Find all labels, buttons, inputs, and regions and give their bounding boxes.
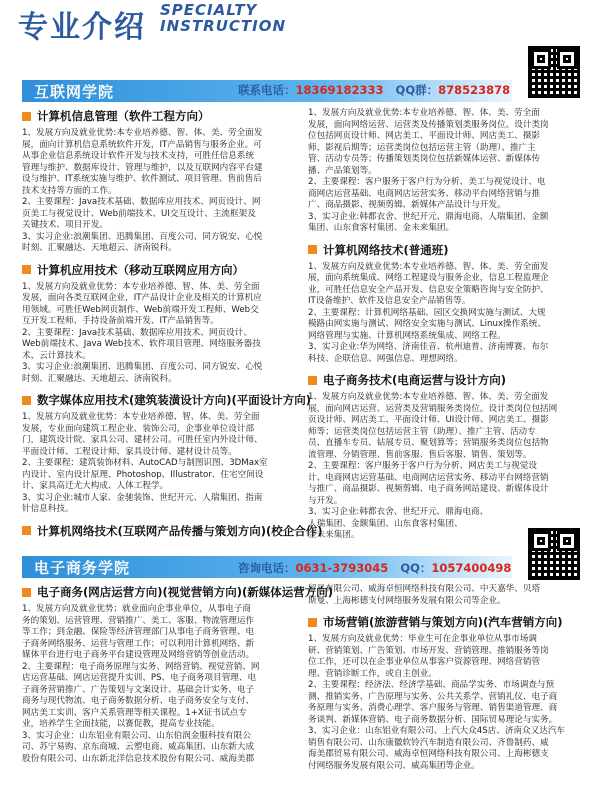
course-line: 商网店运营基础、电商网店运营实务、移动平台网络营销与推 (308, 188, 541, 199)
course-line: 页美工与视觉设计、Web前端技术、UI交互设计、主流框架及 (22, 208, 256, 219)
course-line: 商务与现代物流、电子商务数据分析、电子商务安全与支付、 (22, 696, 255, 706)
course-line: 海美郡贸易有限公司、威海卓恒网络科技有限公司、上海彬德支 (308, 749, 549, 759)
course-line: 1、发展方向及就业优势：本专业培养德、智、体、美、劳全面 (22, 412, 260, 422)
course-line: 2、主要课程：客户服务于客户行为分析、美工与视觉设计、电 (308, 177, 546, 187)
course-line: 子商务营销推广、广告策划与文案设计、基础会计实务、电子 (22, 684, 255, 695)
qq-number: 1057400498 (431, 561, 512, 575)
course-line: 网络管理与实施、计算机网络系统集成、网络工程。 (308, 330, 506, 341)
course-line: 计、家具高迁尤大构成、人体工程学。 (22, 481, 169, 491)
course-title (22, 262, 314, 278)
course-line: 司、苏宁易购、京东商城、云塑电商、威高集团、山东新大成 (22, 742, 255, 752)
course-title (308, 372, 600, 388)
course-line: 2、主要课程：建筑装饰材料、AutoCAD与制图识图、3DMax室 (22, 458, 268, 468)
course-block (22, 108, 314, 255)
orange-square-icon (308, 376, 317, 385)
course-line: 页设计师、网店美工、平面设计师、UI设计师、网店美工、摄影 (308, 415, 549, 425)
course-title-text: 计算机应用技术（移动互联网应用方向） (37, 262, 244, 277)
course-line: 位工作，还可以在企事业单位从事客户资源管理、网络营销管 (308, 657, 541, 667)
course-line: 2、主要课程：Java技术基础、数据库应用技术、网页设计、 (22, 327, 252, 338)
course-line: 1、发展方向及就业优势：毕业生可在企事业单位从事市场调 (308, 634, 537, 644)
course-line: 理、营销诊断工作，或自主创业。 (308, 668, 437, 679)
course-line: 3、实习企业:浪潮集团、迅腾集团、百度公司、同方锐安、心悦 (22, 362, 263, 372)
course-line: 股份有限公司、山东新北洋信息技术股份有限公司、威海美郡 (22, 753, 255, 764)
course-line: 业，培养学生全面技能，以赛促教，提高专业技能。 (22, 719, 220, 729)
page-header (0, 0, 610, 44)
course-description (308, 108, 600, 235)
course-line: 管理与维护、数据库设计、管理与维护，以及互联网内容平台建 (22, 162, 263, 173)
course-line: 付网络服务发展有限公司、威高集团等企业。 (308, 760, 480, 771)
course-line: 1、发展方向及就业优势:本专业培养德、智、体、美、劳全面 (308, 108, 540, 118)
course-line: 媒体平台进行电子商务平台建设管理及网络营销等创业活动。 (22, 650, 255, 660)
course-line: 科技、企联信息、网强信息、理想网络。 (308, 353, 463, 364)
orange-square-icon (308, 618, 317, 627)
course-line: 与推广、商品摄影、视频剪辑、电子商务网站建设、新媒体设计 (308, 484, 549, 494)
contact-phone: 18369182333 (295, 83, 384, 97)
course-description (308, 584, 600, 607)
course-title-text: 电子商务(网店运营方向)(视觉营销方向)(新媒体运营方向) (37, 585, 334, 599)
course-description (22, 412, 314, 516)
course-description (22, 604, 314, 765)
course-block (22, 262, 314, 386)
course-description (22, 282, 314, 386)
section-ecommerce-left-column (22, 584, 334, 772)
section-title: 电子商务学院 (34, 559, 131, 577)
course-line: 3、实习企业:华为网络、济南佳音、杭州迪普、济南博赛、布尔 (308, 342, 549, 352)
course-line: 1、发展方向及就业优势:本专业培养德、智、体、美、劳全面发 (308, 261, 549, 272)
course-line: 计、电商网店运营基础、电商网店运营实务、移动平台网络营销 (308, 472, 549, 483)
qq-label: QQ： (400, 561, 432, 575)
course-line: 测、推销实务、广告原理与实务、公共关系学、营销礼仪、电子商 (308, 691, 558, 702)
course-title (22, 523, 323, 539)
course-line: 员、直播车专员、钻展专员、聚划算等；营销服务类岗位包括物 (308, 438, 549, 448)
course-line: 展，面向网店运营、运营类及营销服务类岗位。设计类岗位包括网 (308, 403, 558, 414)
course-line: 3、实习企业：山东铝业有限公司、上汽大众4S店、济南众又达汽车 (308, 726, 566, 736)
course-description (308, 262, 600, 366)
course-title-text: 计算机信息管理（软件工程方向） (37, 109, 210, 123)
course-block (308, 372, 600, 542)
course-line: 模路由网实施与测试、网络安全实施与测试、Linux操作系统、 (308, 319, 546, 329)
orange-square-icon (22, 526, 31, 535)
course-line: 从事企业信息系统设计软件开发与技术支持，可胜任信息系统 (22, 151, 255, 161)
course-line: 用领域。可胜任Web网页制作、Web前端开发工程师、Web交 (22, 304, 259, 315)
course-line: 展，面向计算机信息系统软件开发，IT产品销售与服务企业。可 (22, 139, 262, 150)
course-line: 务的策划、运营管理、营销推广、美工、客服、物流管理运作 (22, 615, 255, 626)
course-line: 斯曼、上海彬德支付网络服务发展有限公司等企业。 (308, 595, 506, 606)
course-title (308, 242, 600, 258)
course-line: 3、实习企业：山东铝业有限公司、山东伯润金服科技有限公 (22, 730, 251, 741)
course-line: 时刻、汇聚融达、天地超云、济南锐科。 (22, 243, 177, 253)
course-line: 店运营基础、网店运营提升实训、PS、电子商务项目管理、电 (22, 673, 257, 683)
course-line: 管、活动专员等；传播策划类岗位包括新媒体运营、新媒体传 (308, 154, 541, 164)
orange-square-icon (22, 265, 31, 274)
course-block (22, 584, 334, 765)
course-block (308, 108, 600, 235)
course-line: 业，可胜任信息安全产品开发、信息安全策略咨询与安全防护、 (308, 284, 549, 295)
course-line: 内设计、室内设计原理、Photoshop、Illustrator、住宅空间设 (22, 469, 264, 480)
section-title: 互联网学院 (34, 83, 115, 101)
course-line: 网店美工实训、客户关系管理等相关课程。1+X证书试点专 (22, 707, 247, 718)
section-internet-right-column (308, 108, 600, 549)
course-line: 时刻、汇聚融达、天地超云、济南锐科。 (22, 373, 177, 384)
course-line: 2、主要课程：经济法、经济学基础、商品学实务、市场调查与预 (308, 680, 555, 690)
course-line: 平面设计师、工程设计师、家具设计师、建材设计员等。 (22, 446, 237, 457)
course-line: 人瑞集团、金额集团、山东食客村集团、 (308, 518, 463, 529)
page-title: 专业介绍 (18, 10, 146, 45)
course-block (308, 242, 600, 366)
course-line: 3、实习企业:韩都衣舍、世纪开元、鼎海电商、人瑞集团、金额 (308, 211, 549, 222)
course-title-text: 电子商务技术(电商运营与设计方向) (323, 373, 507, 387)
course-line: 子商务网络服务、运营与管理工作；可以利用计算机网络、新 (22, 638, 255, 649)
contact-label: 咨询电话： (238, 561, 296, 575)
course-line: 针信息科技。 (22, 504, 74, 514)
course-line: 金未来集团。 (308, 530, 360, 540)
course-title (22, 584, 334, 600)
course-line: 集团、山东食客村集团、金未来集团。 (308, 223, 455, 233)
course-line: 研、营销策划、广告策划、市场开发、营销管理、推销服务等岗 (308, 645, 549, 656)
course-line: 位包括网页设计师、网店美工、平面设计师、网店美工、摄影 (308, 131, 541, 141)
course-description (308, 392, 600, 542)
subtitle-line-1: SPECIALTY (160, 1, 258, 19)
course-line: 发展，面向网络运营、运营类及传播策划类服务岗位。设计类岗 (308, 119, 549, 130)
course-line: 贸易有限公司、威海卓恒网络科技有限公司、中天嘉华、贝塔 (308, 584, 541, 594)
course-line: 术、云计算技术。 (22, 350, 91, 361)
course-line: 发展，面向各类互联网企业，IT产品设计企业及相关的计算机应 (22, 293, 262, 303)
orange-square-icon (22, 396, 31, 405)
course-line: Web前端技术、Java Web技术、软件项目管理、网络服务器技 (22, 339, 261, 349)
course-line: 销售有限公司、山东康徽软铃汽车制造有限公司、齐鲁制药、威 (308, 737, 549, 748)
course-line: 技术支持等方面的工作。 (22, 185, 117, 196)
course-title (22, 108, 314, 124)
course-block (22, 392, 314, 516)
course-title (22, 392, 314, 408)
course-line: 1、发展方向及就业优势；就业面向企事业单位，从事电子商 (22, 604, 251, 614)
course-line: 流管理、分销管理、售前客服、售后客服、销售、策划等。 (308, 449, 532, 460)
orange-square-icon (22, 588, 31, 597)
course-line: 2、主要课程：计算机网络基础、园区交换网实施与测试、大规 (308, 307, 546, 318)
course-block (22, 523, 323, 539)
course-line: 与开发。 (308, 495, 343, 506)
qq-number: 878523878 (438, 83, 511, 97)
course-title-text: 计算机网络技术(互联网产品传播与策划方向)(校企合作) (37, 523, 323, 538)
course-line: 师等；运营类岗位包括运营主管（助理）、推广主管、活动专 (308, 426, 536, 437)
course-line: 师、影视后期等；运营类岗位包括运营主管（助理）、推广主 (308, 142, 536, 153)
course-line: 3、实习企业:韩都衣舍、世纪开元、鼎海电商、 (308, 507, 489, 517)
page-subtitle (160, 2, 286, 34)
course-title-text: 数字媒体应用技术(建筑装潢设计方向)(平面设计方向) (37, 393, 312, 407)
course-line: 设与维护、IT系统实施与维护、软件测试、项目管理、售前售后 (22, 174, 262, 184)
course-line: 广、商品摄影、视频剪辑、新媒体产品设计与开发。 (308, 200, 506, 210)
course-line: 2、主要课程：Java技术基础、数据库应用技术、网页设计、网 (22, 197, 261, 207)
qr-code-icon (528, 46, 580, 98)
qq-label: QQ群： (395, 83, 439, 97)
section-internet-left-column (22, 108, 323, 546)
course-line: 等工作；到金融、保险等经济管理部门从事电子商务管理、电 (22, 627, 255, 637)
course-line: 1、发展方向及就业优势:本专业培养德、智、体、美、劳全面发 (22, 128, 263, 138)
course-line: 务谈判、新媒体营销、电子商务数据分析、国际贸易理论与实务。 (308, 714, 558, 725)
course-block (308, 584, 600, 607)
subtitle-line-2: INSTRUCTION (160, 17, 287, 35)
course-line: 互开发工程师、手持设备前端开发、IT产品销售等。 (22, 316, 219, 326)
course-line: 3、实习企业:浪潮集团、迅腾集团、百度公司、同方锐安、心悦 (22, 231, 263, 242)
course-title (308, 614, 600, 630)
orange-square-icon (22, 112, 31, 121)
course-line: 务原理与实务、消费心理学、客户服务与管理、销售渠道管理、商 (308, 703, 558, 713)
course-line: 发展，专业面向建筑工程企业、装饰公司，企事业单位设计部 (22, 423, 255, 434)
contact-phone: 0631-3793045 (295, 561, 389, 575)
course-description (22, 128, 314, 255)
qr-code-icon (528, 528, 580, 580)
course-line: IT设备维护、软件及信息安全产品销售等。 (308, 296, 471, 306)
course-line: 2、主要课程：客户服务于客户行为分析、网店美工与视觉设 (308, 461, 537, 471)
course-title-text: 市场营销(旅游营销与策划方向)(汽车营销方向) (323, 615, 563, 629)
course-line: 3、实习企业:城市人家、金驰装饰、世纪开元、人瑞集团、指南 (22, 492, 263, 503)
course-line: 门，建筑设计院、家具公司、建材公司。可胜任室内外设计师、 (22, 435, 263, 445)
contact-label: 联系电话： (238, 83, 296, 97)
course-description (308, 634, 600, 772)
course-line: 关键技术、项目开发。 (22, 220, 108, 230)
course-line: 1、发展方向及就业优势:本专业培养德、智、体、美、劳全面发 (308, 392, 549, 402)
section-ecommerce-right-column (308, 584, 600, 779)
course-block (308, 614, 600, 772)
course-title-text: 计算机网络技术(普通班) (323, 242, 449, 257)
course-line: 展，面向系统集成、网络工程建设与服务企业，信息工程监理企 (308, 273, 549, 283)
course-line: 1、发展方向及就业优势：本专业培养德、智、体、美、劳全面 (22, 281, 260, 292)
orange-square-icon (308, 245, 317, 254)
course-line: 播、产品策划等。 (308, 165, 377, 176)
course-line: 2、主要课程：电子商务原理与实务、网络营销、视觉营销、网 (22, 661, 260, 672)
